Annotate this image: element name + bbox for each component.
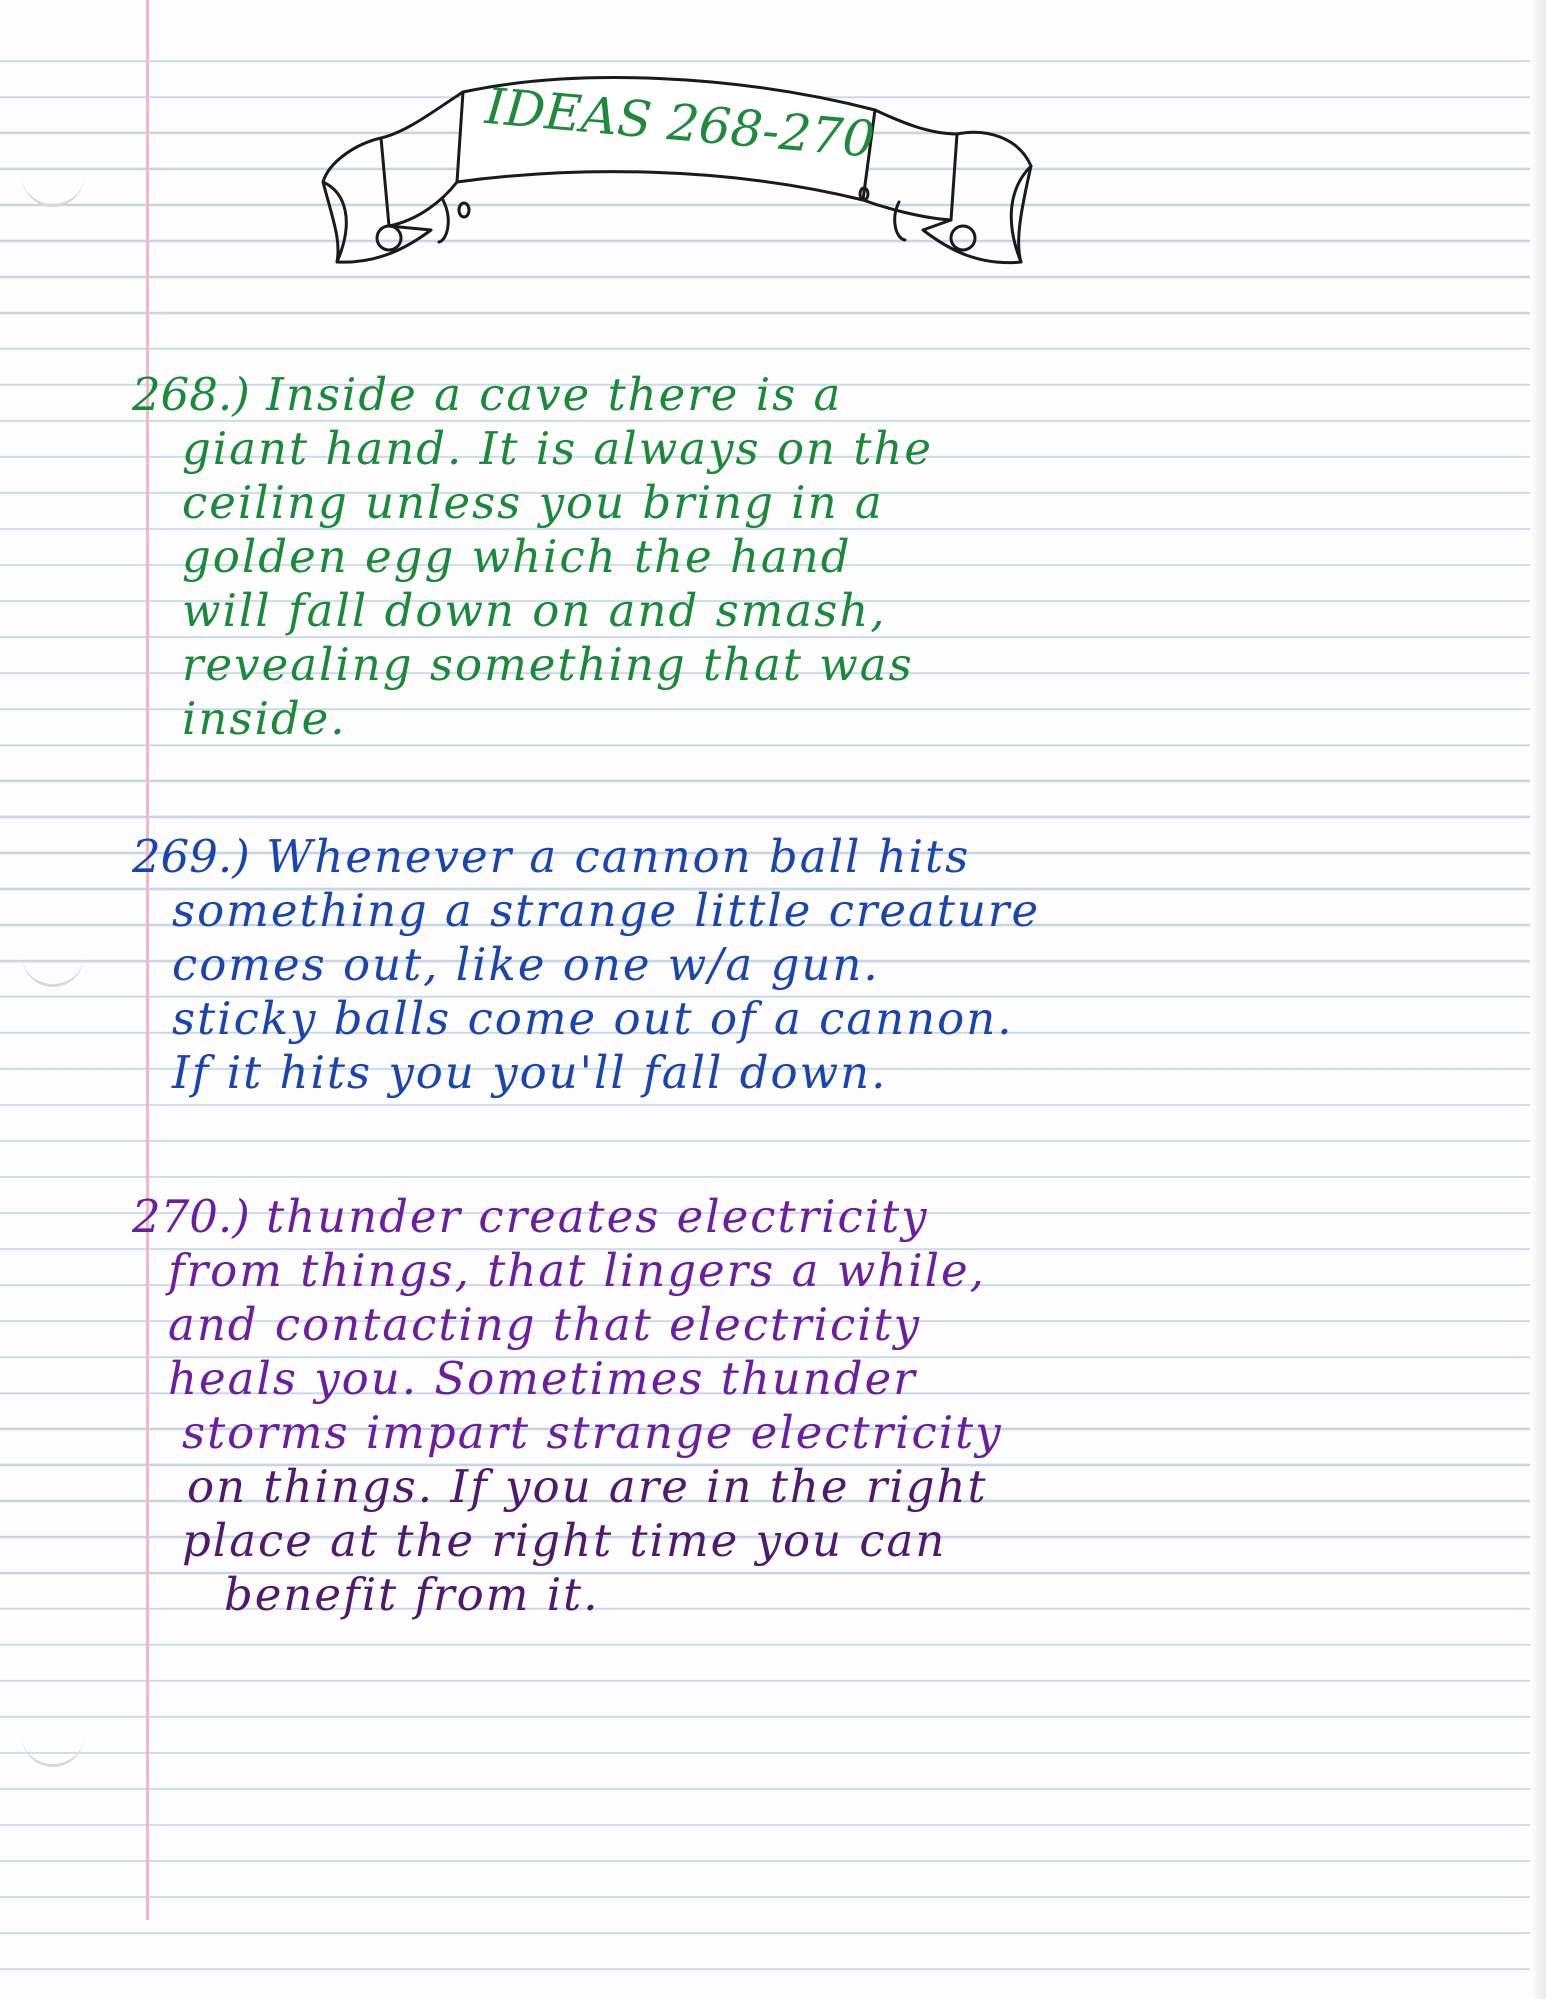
idea-line: place at the right time you can bbox=[182, 1514, 947, 1567]
binder-hole-middle bbox=[22, 940, 84, 987]
idea-line: golden egg which the hand bbox=[182, 530, 852, 583]
idea-line: storms impart strange electricity bbox=[182, 1406, 1003, 1459]
page-edge bbox=[1530, 0, 1546, 1999]
idea-line bbox=[132, 830, 1040, 884]
binder-hole-bottom bbox=[22, 1720, 84, 1767]
idea-text: Inside a cave there is a bbox=[266, 368, 843, 421]
idea-line bbox=[132, 1190, 1003, 1244]
idea-line: If it hits you you'll fall down. bbox=[172, 1046, 888, 1099]
banner-title: IDEAS 268-270 bbox=[483, 77, 877, 169]
idea-line: from things, that lingers a while, bbox=[168, 1244, 986, 1297]
idea-line: ceiling unless you bring in a bbox=[182, 476, 884, 529]
idea-number: 270.) bbox=[132, 1190, 250, 1243]
idea-line: something a strange little creature bbox=[172, 884, 1041, 937]
idea-269 bbox=[132, 830, 1040, 1100]
idea-text: Whenever a cannon ball hits bbox=[266, 830, 971, 883]
idea-line: giant hand. It is always on the bbox=[182, 422, 934, 475]
idea-number: 269.) bbox=[132, 830, 250, 883]
idea-line: sticky balls come out of a cannon. bbox=[172, 992, 1014, 1045]
idea-line: comes out, like one w/a gun. bbox=[172, 938, 880, 991]
idea-line: inside. bbox=[182, 692, 347, 745]
idea-line: will fall down on and smash, bbox=[182, 584, 887, 637]
idea-line bbox=[132, 368, 933, 422]
idea-number: 268.) bbox=[132, 368, 250, 421]
idea-line: heals you. Sometimes thunder bbox=[168, 1352, 917, 1405]
binder-hole-top bbox=[22, 160, 84, 207]
idea-268 bbox=[132, 368, 933, 746]
idea-line: benefit from it. bbox=[224, 1568, 600, 1621]
idea-line: on things. If you are in the right bbox=[187, 1460, 988, 1513]
idea-text: thunder creates electricity bbox=[266, 1190, 929, 1243]
idea-line: revealing something that was bbox=[182, 638, 914, 691]
page-header-margin bbox=[0, 0, 1546, 26]
idea-line: and contacting that electricity bbox=[168, 1298, 922, 1351]
idea-270 bbox=[132, 1190, 1003, 1622]
